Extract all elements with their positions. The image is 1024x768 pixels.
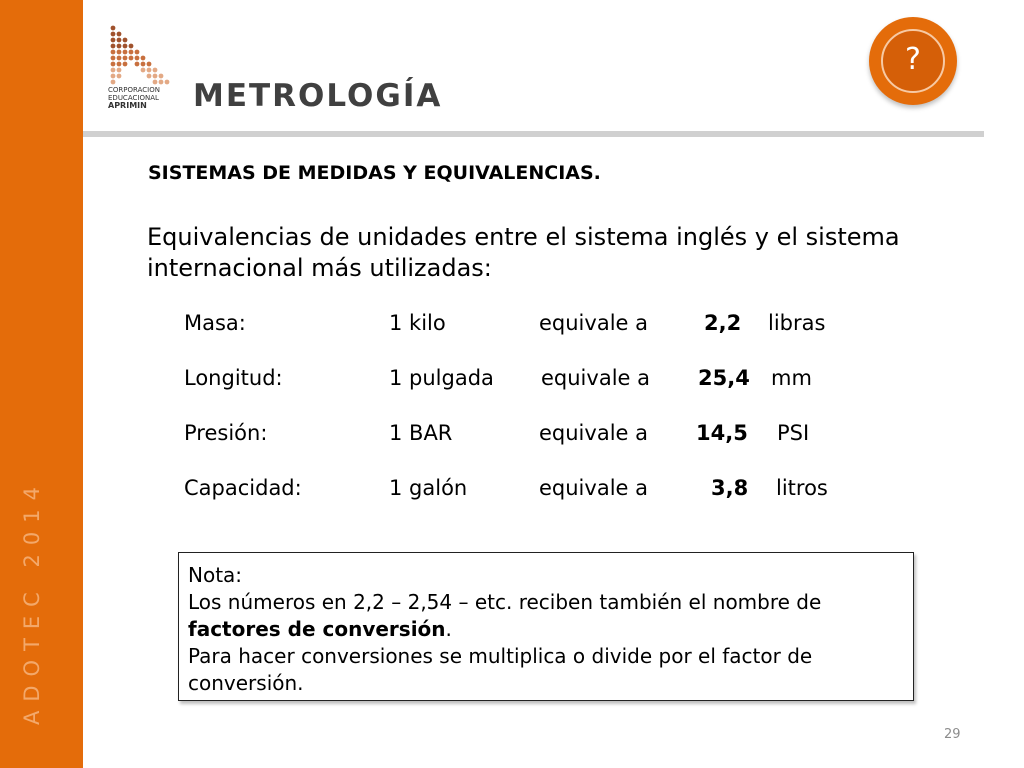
equivalence-row-length — [0, 366, 1024, 396]
equivalence-row-pressure — [0, 421, 1024, 451]
note-emphasis: factores de conversión — [188, 617, 446, 641]
page-title: METROLOGÍA — [193, 78, 443, 114]
logo-line-1: CORPORACION — [108, 86, 160, 94]
note-heading: Nota: — [188, 563, 243, 587]
note-text — [188, 562, 918, 697]
row-value: 2,2 — [704, 311, 742, 335]
intro-paragraph: Equivalencias de unidades entre el sistema inglés y el sistema internacional más utilizadas: — [147, 223, 900, 282]
row-equivalence: equivale a — [541, 366, 650, 390]
note-line-2: Para hacer conversiones se multiplica o divide por el factor de conversión. — [188, 644, 813, 695]
equivalence-row-mass — [0, 311, 1024, 341]
row-source: 1 pulgada — [389, 366, 494, 390]
row-unit: libras — [768, 311, 826, 335]
row-equivalence: equivale a — [539, 311, 648, 335]
row-equivalence: equivale a — [539, 476, 648, 500]
row-value: 14,5 — [696, 421, 748, 445]
logo-caption — [108, 86, 178, 110]
row-label: Capacidad: — [184, 476, 302, 500]
row-unit: litros — [776, 476, 828, 500]
row-label: Masa: — [184, 311, 246, 335]
row-source: 1 galón — [389, 476, 468, 500]
question-mark-icon: ? — [881, 29, 945, 93]
logo-line-2: EDUCACIONAL — [108, 94, 159, 102]
row-unit: PSI — [777, 421, 810, 445]
row-source: 1 kilo — [389, 311, 446, 335]
equivalence-row-capacity — [0, 476, 1024, 506]
row-label: Presión: — [184, 421, 268, 445]
note-line-1 — [188, 589, 918, 643]
header-divider — [83, 131, 984, 137]
logo-brand: APRIMIN — [108, 101, 147, 110]
page-number: 29 — [944, 727, 961, 742]
note-line-1-end: . — [445, 617, 452, 641]
row-source: 1 BAR — [389, 421, 453, 445]
row-value: 25,4 — [698, 366, 750, 390]
help-button[interactable] — [869, 17, 957, 105]
row-unit: mm — [771, 366, 812, 390]
row-label: Longitud: — [184, 366, 283, 390]
section-subtitle: SISTEMAS DE MEDIDAS Y EQUIVALENCIAS. — [148, 162, 601, 184]
row-value: 3,8 — [711, 476, 749, 500]
sidebar-vertical-text: ADOTEC 2014 — [20, 478, 44, 725]
note-line-1-text: Los números en 2,2 – 2,54 – etc. reciben también el nombre de — [188, 590, 822, 614]
row-equivalence: equivale a — [539, 421, 648, 445]
